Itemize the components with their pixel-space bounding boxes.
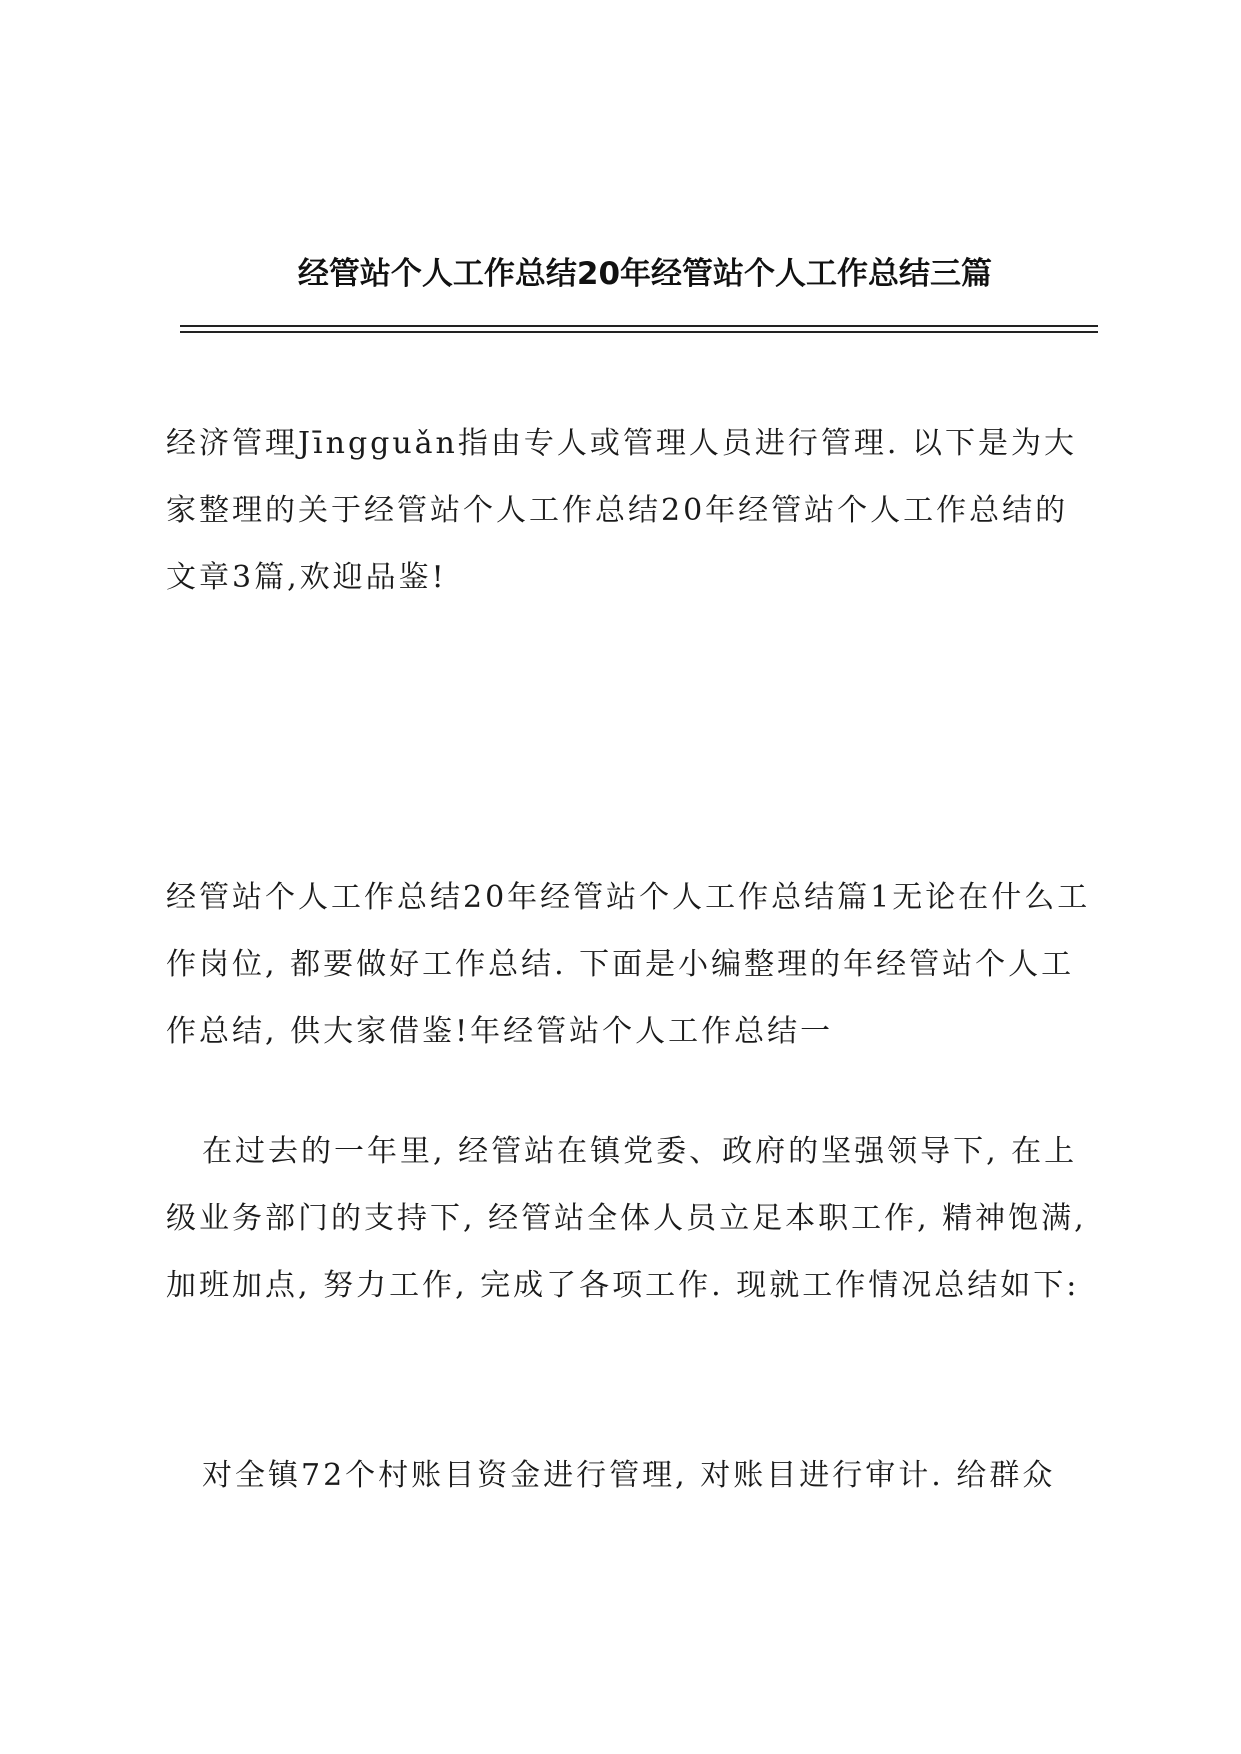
title-divider-top (180, 325, 1098, 327)
section-1-paragraph: 经管站个人工作总结20年经管站个人工作总结篇1无论在什么工作岗位, 都要做好工作总结. 下面是小编整理的年经管站个人工作总结, 供大家借鉴!年经管站个人工作总结一 (166, 880, 1091, 1049)
body-paragraph: 在过去的一年里, 经管站在镇党委、政府的坚强领导下, 在上级业务部门的支持下, 经管站全体人员立足本职工作, 精神饱满, 加班加点, 努力工作, 完成了各项工作. 现就工作情况总结如下: (166, 1134, 1087, 1303)
body-paragraph: 对全镇72个村账目资金进行管理, 对账目进行审计. 给群众 (202, 1458, 1056, 1493)
document-title: 经管站个人工作总结20年经管站个人工作总结三篇 (297, 256, 993, 292)
title-divider-bottom (180, 331, 1098, 333)
intro-paragraph: 经济管理Jīngguǎn指由专人或管理人员进行管理. 以下是为大家整理的关于经管站个人工作总结20年经管站个人工作总结的文章3篇,欢迎品鉴! (166, 426, 1077, 595)
